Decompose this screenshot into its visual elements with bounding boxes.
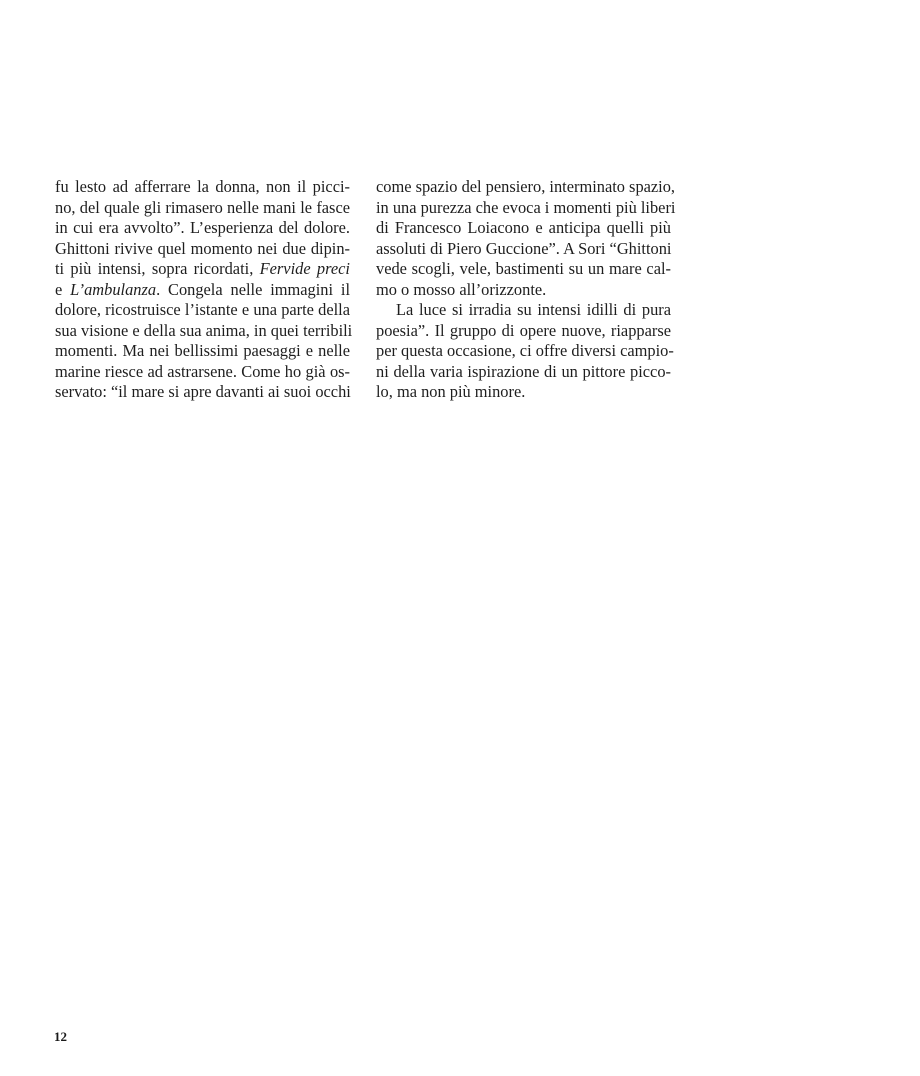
text-line: marine riesce ad astrarsene. Come ho già os- [55,361,350,381]
page-number: 12 [54,1029,67,1044]
text-line: poesia”. Il gruppo di opere nuove, riapparse [376,320,671,340]
text-line: lo, ma non più minore. [376,382,526,402]
text-line: come spazio del pensiero, interminato spazio, [376,177,676,196]
text-line: dolore, ricostruisce l’istante e una parte della [55,300,350,320]
text-line: no, del quale gli rimasero nelle mani le fasce [55,197,350,217]
text-line: La luce si irradia su intensi idilli di pura [396,300,671,320]
paragraph-2 [376,300,674,403]
text-column-right [376,177,676,403]
artwork-title-fervide-preci: Fervide preci [259,259,350,279]
text-run: e [55,279,71,299]
text-line: mo o mosso all’orizzonte. [376,279,547,299]
text-line: fu lesto ad afferrare la donna, non il picci- [55,177,350,196]
text-run: . Congela nelle immagini il [156,279,350,299]
paragraph-1 [376,177,676,300]
text-line: per questa occasione, ci offre diversi campio- [376,341,674,361]
text-line [55,259,350,280]
text-line: sua visione e della sua anima, in quei terribili [55,320,353,340]
text-line: di Francesco Loiacono e anticipa quelli più [376,218,671,238]
text-line: vede scogli, vele, bastimenti su un mare cal- [376,259,671,279]
text-column-left [55,177,353,403]
text-line: servato: “il mare si apre davanti ai suoi occhi [55,382,351,402]
artwork-title-ambulanza: L’ambulanza [70,279,157,299]
text-line: in cui era avvolto”. L’esperienza del dolore. [55,218,350,238]
text-line: momenti. Ma nei bellissimi paesaggi e nelle [55,341,350,361]
text-line [55,280,350,301]
text-run: ti più intensi, sopra ricordati, [55,259,260,279]
text-line: ni della varia ispirazione di un pittore picco- [376,361,671,381]
text-line: assoluti di Piero Guccione”. A Sori “Ghittoni [376,238,672,258]
text-line: Ghittoni rivive quel momento nei due dipin- [55,238,350,258]
text-line: in una purezza che evoca i momenti più liberi [376,197,676,217]
